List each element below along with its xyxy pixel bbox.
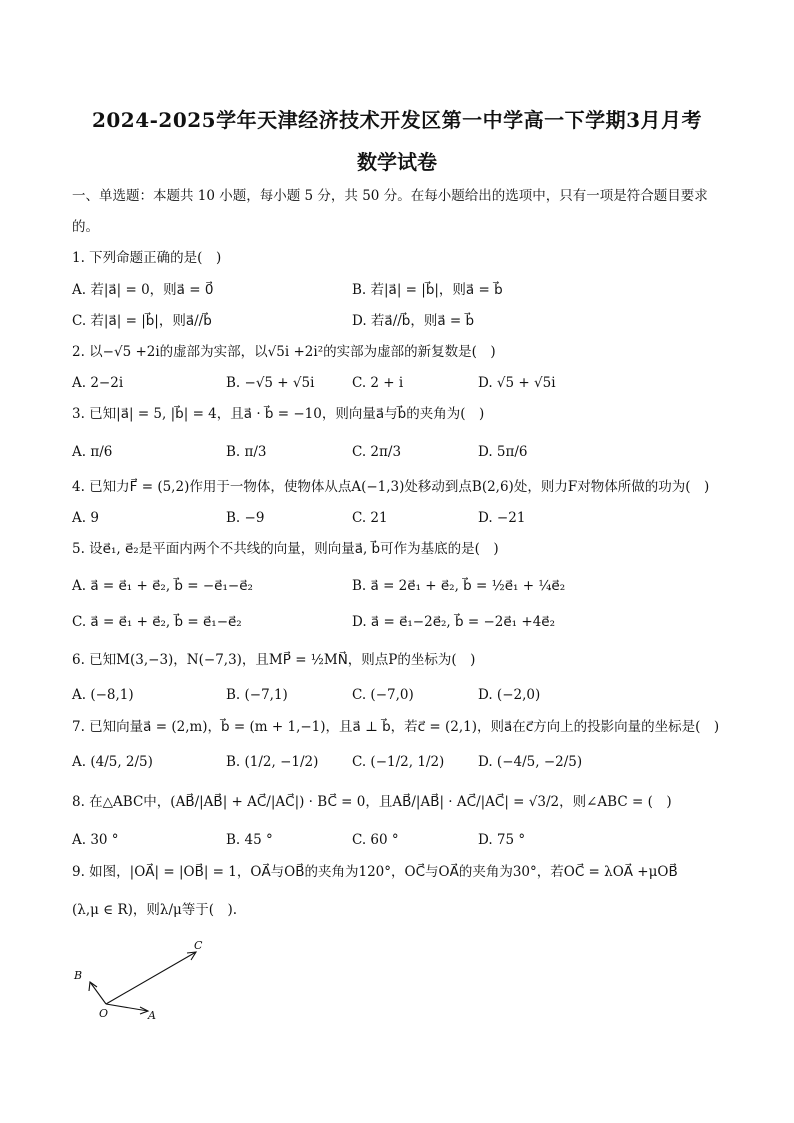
question-6-option-a: A. (−8,1) xyxy=(72,687,134,703)
question-3-option-b: B. π/3 xyxy=(226,444,267,460)
question-5-option-a: A. a⃗ = e⃗₁ + e⃗₂, b⃗ = −e⃗₁−e⃗₂ xyxy=(72,578,253,594)
question-2-option-a: A. 2−2i xyxy=(72,375,124,391)
vector-ob xyxy=(90,982,106,1004)
vector-oc xyxy=(106,952,196,1004)
label-o: O xyxy=(99,1007,109,1020)
question-8-stem: 8. 在△ABC中，(AB⃗/|AB⃗| + AC⃗/|AC⃗|) · BC⃗ = 0，且AB⃗/|AB⃗| · AC⃗/|AC⃗| = √3/2，则∠ABC = ( ) xyxy=(72,794,672,810)
question-8-option-d: D. 75 ° xyxy=(478,832,526,848)
question-4-option-c: C. 21 xyxy=(352,510,388,526)
question-3-option-d: D. 5π/6 xyxy=(478,444,528,460)
question-5-option-c: C. a⃗ = e⃗₁ + e⃗₂, b⃗ = e⃗₁−e⃗₂ xyxy=(72,614,242,630)
question-7-option-d: D. (−4/5, −2/5) xyxy=(478,754,583,770)
question-6-option-c: C. (−7,0) xyxy=(352,687,414,703)
question-6-option-d: D. (−2,0) xyxy=(478,687,541,703)
label-a: A xyxy=(148,1009,156,1022)
question-1-option-d: D. 若a⃗//b⃗，则a⃗ = b⃗ xyxy=(352,313,475,329)
question-8-option-c: C. 60 ° xyxy=(352,832,399,848)
question-7-option-a: A. (4/5, 2/5) xyxy=(72,754,153,770)
question-2-stem: 2. 以−√5 +2i的虚部为实部，以√5i +2i²的实部为虚部的新复数是( ) xyxy=(72,344,496,360)
question-9-stem-cont: (λ,μ ∈ R)，则λ/μ等于( ). xyxy=(72,902,238,918)
question-4-option-b: B. −9 xyxy=(226,510,265,526)
question-1-option-c: C. 若|a⃗| = |b⃗|，则a⃗//b⃗ xyxy=(72,313,212,329)
question-8-option-b: B. 45 ° xyxy=(226,832,273,848)
question-7-option-c: C. (−1/2, 1/2) xyxy=(352,754,445,770)
question-7-stem: 7. 已知向量a⃗ = (2,m)，b⃗ = (m + 1,−1)，且a⃗ ⊥ b⃗，若c⃗ = (2,1)，则a⃗在c⃗方向上的投影向量的坐标是( ) xyxy=(72,719,720,735)
exam-title: 2024-2025学年天津经济技术开发区第一中学高一下学期3月月考 xyxy=(91,108,703,132)
question-4-stem: 4. 已知力F⃗ = (5,2)作用于一物体，使物体从点A(−1,3)处移动到点B(2,6)处，则力F对物体所做的功为( ) xyxy=(72,479,710,495)
question-6-stem: 6. 已知M(3,−3)，N(−7,3)，且MP⃗ = ½MN⃗，则点P的坐标为( ) xyxy=(72,652,476,668)
label-c: C xyxy=(194,939,203,952)
question-7-option-b: B. (1/2, −1/2) xyxy=(226,754,319,770)
question-5-stem: 5. 设e⃗₁, e⃗₂是平面内两个不共线的向量，则向量a⃗, b⃗可作为基底的是( ) xyxy=(72,541,499,557)
vector-figure xyxy=(70,935,230,1030)
question-2-option-d: D. √5 + √5i xyxy=(478,375,556,391)
label-b: B xyxy=(74,969,83,982)
question-9-stem: 9. 如图，|OA⃗| = |OB⃗| = 1，OA⃗与OB⃗的夹角为120°，OC⃗与OA⃗的夹角为30°，若OC⃗ = λOA⃗ +μOB⃗ xyxy=(72,864,678,880)
question-3-option-a: A. π/6 xyxy=(72,444,113,460)
section-instructions: 一、单选题：本题共 10 小题，每小题 5 分，共 50 分。在每小题给出的选项中，只有一项是符合题目要求 xyxy=(72,188,708,204)
question-4-option-d: D. −21 xyxy=(478,510,526,526)
exam-subtitle: 数学试卷 xyxy=(357,150,437,174)
question-8-option-a: A. 30 ° xyxy=(72,832,119,848)
question-2-option-c: C. 2 + i xyxy=(352,375,404,391)
question-1-stem: 1. 下列命题正确的是( ) xyxy=(72,250,222,266)
question-1-option-a: A. 若|a⃗| = 0，则a⃗ = 0⃗ xyxy=(72,282,214,298)
question-3-option-c: C. 2π/3 xyxy=(352,444,402,460)
question-6-option-b: B. (−7,1) xyxy=(226,687,288,703)
question-3-stem: 3. 已知|a⃗| = 5, |b⃗| = 4，且a⃗ · b⃗ = −10，则向量a⃗与b⃗的夹角为( ) xyxy=(72,406,485,422)
question-4-option-a: A. 9 xyxy=(72,510,99,526)
question-5-option-d: D. a⃗ = e⃗₁−2e⃗₂, b⃗ = −2e⃗₁ +4e⃗₂ xyxy=(352,614,556,630)
question-1-option-b: B. 若|a⃗| = |b⃗|，则a⃗ = b⃗ xyxy=(352,282,503,298)
question-5-option-b: B. a⃗ = 2e⃗₁ + e⃗₂, b⃗ = ½e⃗₁ + ¼e⃗₂ xyxy=(352,578,566,594)
section-instructions-cont: 的。 xyxy=(72,219,99,235)
question-2-option-b: B. −√5 + √5i xyxy=(226,375,315,391)
